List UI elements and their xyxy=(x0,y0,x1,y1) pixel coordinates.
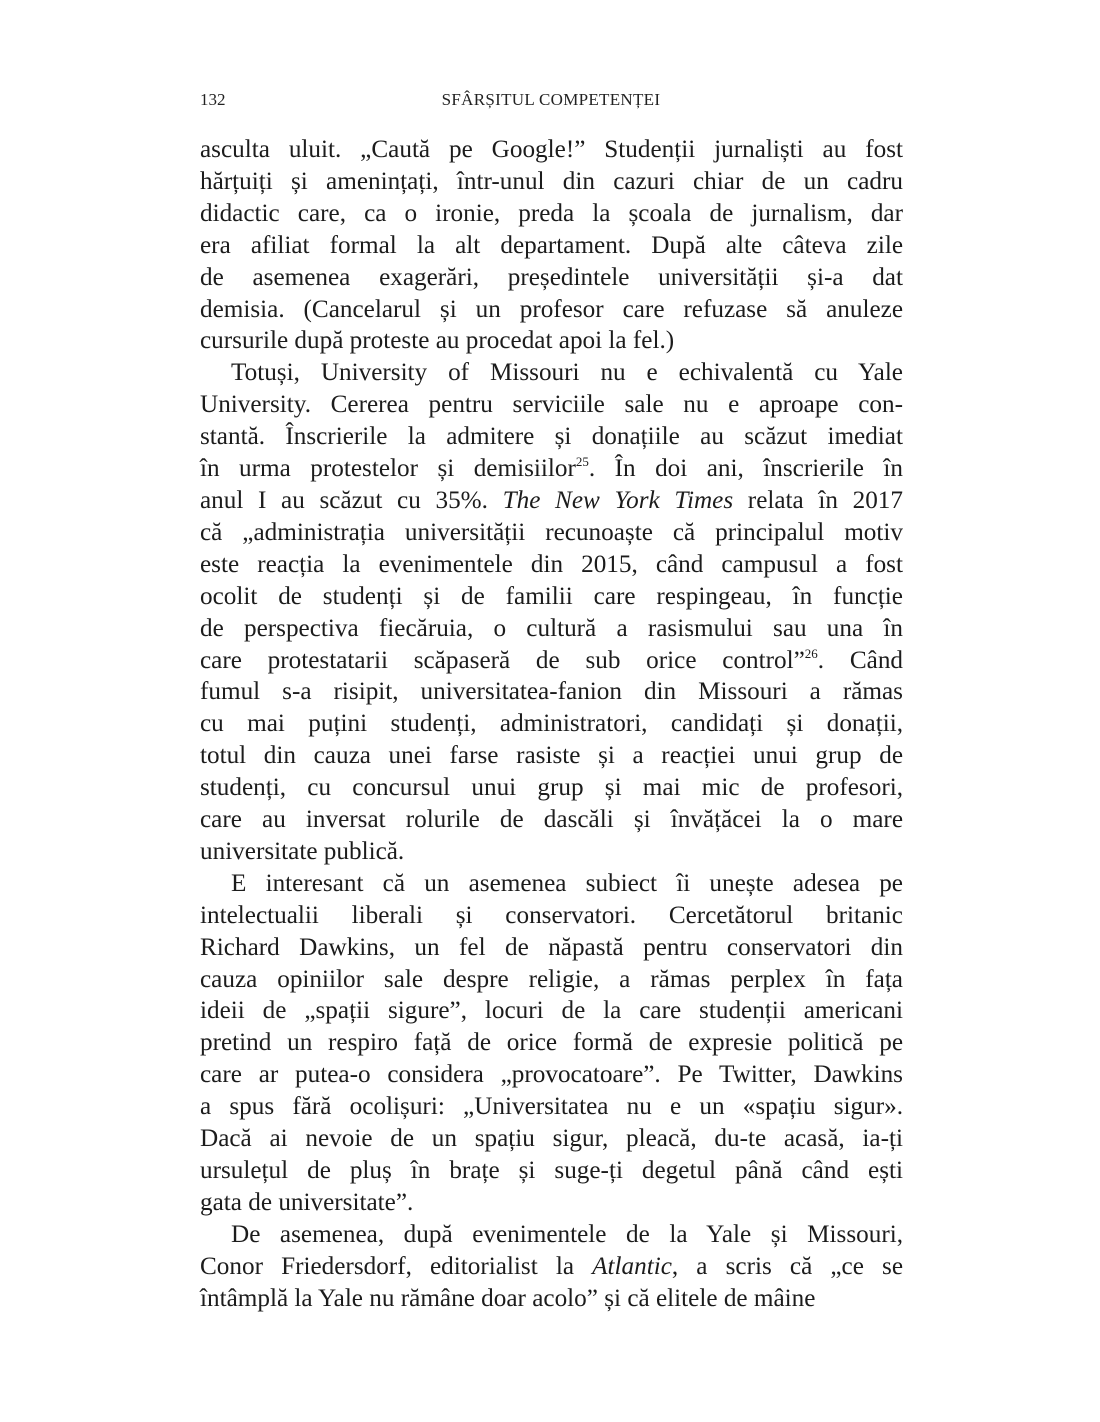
text-line: a spus fără ocolișuri: „Universitatea nu e un «spațiu sigur». xyxy=(200,1093,903,1121)
text-line: didactic care, ca o ironie, preda la școala de jurnalism, dar xyxy=(200,199,903,227)
text-line: Dacă ai nevoie de un spațiu sigur, pleacă, du-te acasă, ia-ți xyxy=(200,1125,903,1153)
text-line: stantă. Înscrierile la admitere și donațiile au scăzut imediat xyxy=(200,423,903,451)
running-head xyxy=(200,90,902,114)
text-line: universitate publică. xyxy=(200,837,405,865)
text-line: era afiliat formal la alt departament. După alte câteva zile xyxy=(200,231,903,259)
footnote-ref: 25 xyxy=(575,454,589,470)
text-line: De asemenea, după evenimentele de la Yale și Missouri, xyxy=(231,1220,903,1248)
text-line: E interesant că un asemenea subiect îi unește adesea pe xyxy=(231,869,903,897)
text-line: ursulețul de pluș în brațe și suge-ți degetul până când ești xyxy=(200,1157,903,1184)
text-line: demisia. (Cancelarul și un profesor care refuzase să anuleze xyxy=(200,295,903,323)
text-line: că „administrația universității recunoaște că principalul motiv xyxy=(200,518,903,546)
text-line: University. Cererea pentru serviciile sale nu e aproape con- xyxy=(200,391,903,419)
body-text xyxy=(200,134,903,1315)
paragraph-3 xyxy=(200,868,903,1219)
footnote-ref: 26 xyxy=(804,645,818,661)
text-line: cauza opiniilor sale despre religie, a rămas perplex în fața xyxy=(200,965,903,993)
text-line: anul I au scăzut cu 35%. The New York Times relata în 2017 xyxy=(200,486,903,514)
text-line: ideii de „spații sigure”, locuri de la care studenții americani xyxy=(200,997,903,1025)
text-line: de asemenea exagerări, președintele universității și-a dat xyxy=(200,263,903,291)
text-line: care protestatarii scăpaseră de sub orice control”$^{26}$. Când xyxy=(200,645,904,674)
italic-title: Atlantic xyxy=(592,1252,672,1280)
text-line: hărțuiți și amenințați, într-unul din cazuri chiar de un cadru xyxy=(200,167,903,195)
italic-title: The New York Times xyxy=(502,486,734,514)
text-line: ocolit de studenți și de familii care respingeau, în funcție xyxy=(200,582,903,610)
page-number: 132 xyxy=(200,90,226,109)
text-line: care au inversat rolurile de dascăli și învățăcei la o mare xyxy=(200,806,903,834)
text-line: pretind un respiro față de orice formă de expresie politică pe xyxy=(200,1029,903,1057)
text-line: de perspectiva fiecăruia, o cultură a rasismului sau una în xyxy=(200,614,903,642)
text-line: asculta uluit. „Caută pe Google!” Studenții jurnaliști au fost xyxy=(200,136,903,163)
text-line: studenți, cu concursul unui grup și mai mic de profesori, xyxy=(200,774,903,802)
paragraph-4 xyxy=(200,1219,903,1315)
text-line: gata de universitate”. xyxy=(200,1188,414,1216)
text-line: Conor Friedersdorf, editorialist la Atlantic, a scris că „ce se xyxy=(200,1252,903,1280)
paragraph-2 xyxy=(200,357,903,868)
text-line: în urma protestelor și demisiilor$^{25}$. În doi ani, înscrierile în xyxy=(200,454,904,483)
text-line: întâmplă la Yale nu rămâne doar acolo” și că elitele de mâine xyxy=(200,1284,816,1312)
text-line: este reacția la evenimentele din 2015, când campusul a fost xyxy=(200,550,903,578)
text-line: intelectualii liberali și conservatori. Cercetătorul britanic xyxy=(200,901,903,929)
paragraph-1 xyxy=(200,134,903,357)
text-line: cu mai puțini studenți, administratori, candidați și donații, xyxy=(200,710,903,738)
text-line: Totuși, University of Missouri nu e echivalentă cu Yale xyxy=(231,359,903,387)
text-line: totul din cauza unei farse rasiste și a reacției unui grup de xyxy=(200,742,903,770)
text-line: cursurile după proteste au procedat apoi la fel.) xyxy=(200,327,675,355)
text-line: Richard Dawkins, un fel de năpastă pentru conservatori din xyxy=(200,933,903,961)
text-line: care ar putea-o considera „provocatoare”. Pe Twitter, Dawkins xyxy=(200,1061,903,1089)
text-line: fumul s-a risipit, universitatea-fanion din Missouri a rămas xyxy=(200,678,903,706)
running-title: SFÂRȘITUL COMPETENȚEI xyxy=(441,90,661,109)
